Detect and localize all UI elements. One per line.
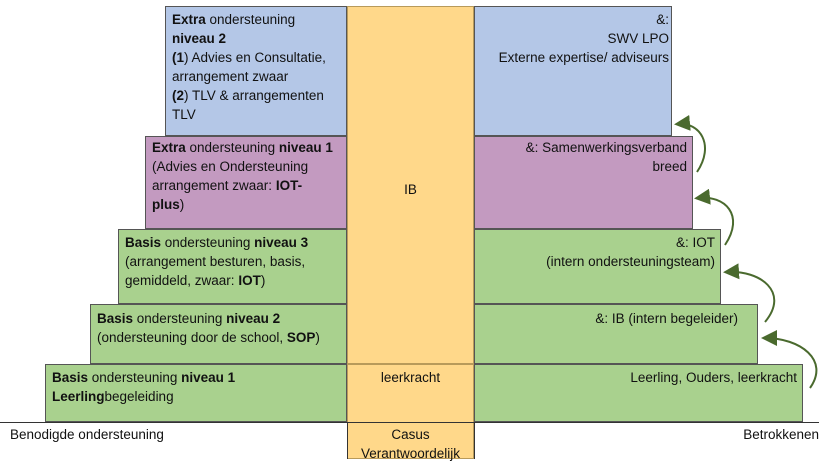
axis-label-benodigde-ondersteuning: Benodigde ondersteuning	[10, 427, 164, 442]
level-basis-1-stakeholders: Leerling, Ouders, leerkracht	[630, 370, 797, 385]
arrow-extra1-to-extra2	[678, 124, 705, 172]
level-basis-3-description: Basis ondersteuning niveau 3 (arrangement besturen, basis, gemiddeld, zwaar: IOT)	[125, 235, 309, 288]
axis-label-casus-verantwoordelijk: Casus Verantwoordelijk	[360, 427, 461, 461]
arrow-basis3-to-extra1	[698, 198, 733, 245]
level-extra-1-description: Extra ondersteuning niveau 1 (Advies en Ondersteuning arrangement zwaar: IOT- plus)	[152, 140, 333, 212]
arrow-basis2-to-basis3	[727, 272, 774, 322]
level-basis-3-stakeholders: &: IOT (intern ondersteuningsteam)	[546, 235, 715, 269]
level-basis-2-stakeholders: &: IB (intern begeleider)	[595, 311, 738, 326]
level-extra-2-stakeholders: &: SWV LPO Externe expertise/ adviseurs	[498, 12, 669, 65]
axis-label-betrokkenen: Betrokkenen	[743, 427, 819, 442]
level-extra-2-description: Extra ondersteuning niveau 2 (1) Advies en Consultatie, arrangement zwaar (2) TLV & arrangementen TLV	[172, 12, 326, 122]
arrow-basis1-to-basis2	[765, 338, 816, 388]
center-label-ib: IB	[404, 182, 417, 197]
center-label-leerkracht: leerkracht	[380, 370, 441, 385]
level-basis-2-description: Basis ondersteuning niveau 2 (ondersteuning door de school, SOP)	[97, 311, 320, 345]
level-basis-1-description: Basis ondersteuning niveau 1 Leerlingbegeleiding	[52, 370, 236, 404]
level-extra-1-stakeholders: &: Samenwerkingsverband breed	[525, 140, 687, 174]
